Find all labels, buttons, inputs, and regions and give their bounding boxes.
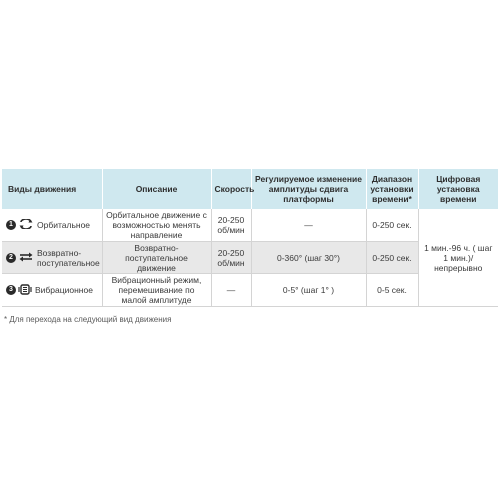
time-range-cell: 0-250 сек. <box>366 209 418 242</box>
motion-cell <box>2 242 102 274</box>
motion-label: Вибрационное <box>35 285 93 295</box>
amplitude-cell: — <box>251 209 366 242</box>
description-cell: Орбитальное движение с возможностью менять направление <box>102 209 211 242</box>
motion-modes-table <box>2 169 498 307</box>
speed-cell: 20-250 об/мин <box>211 209 251 242</box>
orbital-arrows-icon <box>18 219 34 231</box>
speed-cell: 20-250 об/мин <box>211 242 251 274</box>
time-range-cell: 0-250 сек. <box>366 242 418 274</box>
header-amplitude: Регулируемое изменение амплитуды сдвига платформы <box>251 169 366 209</box>
amplitude-cell: 0-5° (шаг 1° ) <box>251 274 366 307</box>
motion-cell <box>2 209 102 242</box>
description-cell: Вибрационный режим, перемешивание по малой амплитуде <box>102 274 211 307</box>
reciprocating-arrows-icon <box>18 252 34 264</box>
description-cell: Возвратно-поступательное движение <box>102 242 211 274</box>
table-row <box>2 209 498 242</box>
header-time-range: Диапазон установки времени* <box>366 169 418 209</box>
motion-label: Орбитальное <box>37 220 91 230</box>
time-range-cell: 0-5 сек. <box>366 274 418 307</box>
header-motion: Виды движения <box>2 169 102 209</box>
footnote: * Для перехода на следующий вид движения <box>4 315 172 324</box>
vibration-icon <box>18 284 32 297</box>
header-digital-time: Цифровая установка времени <box>418 169 498 209</box>
digital-time-cell: 1 мин.-96 ч. ( шаг 1 мин.)/ непрерывно <box>418 209 498 307</box>
motion-cell <box>2 274 102 307</box>
number-badge: 1 <box>6 220 16 230</box>
number-badge: 2 <box>6 253 16 263</box>
speed-cell: — <box>211 274 251 307</box>
header-description: Описание <box>102 169 211 209</box>
motion-label: Возвратно-поступательное <box>37 247 100 268</box>
amplitude-cell: 0-360° (шаг 30°) <box>251 242 366 274</box>
header-row <box>2 169 498 209</box>
number-badge: 3 <box>6 285 16 295</box>
header-speed: Скорость <box>211 169 251 209</box>
